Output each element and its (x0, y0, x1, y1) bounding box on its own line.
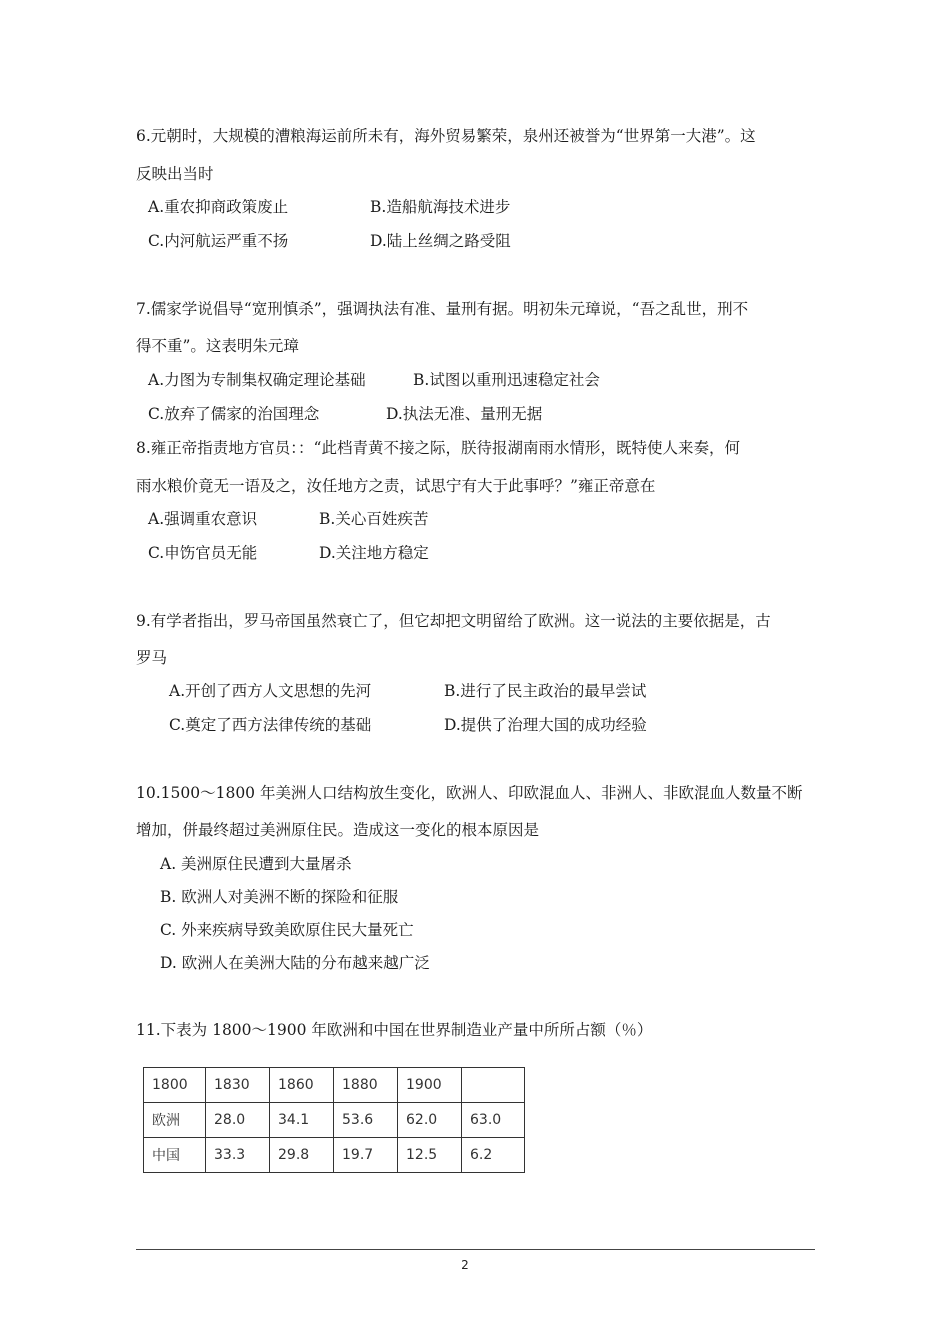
q7-stem-line-1: 7.儒家学说倡导“宽刑慎杀”，强调执法有准、量刑有据。明初朱元璋说，“吾之乱世，刑不 (136, 300, 749, 318)
table-cell (462, 1068, 525, 1103)
q7-option-d[interactable]: D.执法无准、量刑无据 (386, 405, 543, 423)
q10-option-a[interactable]: A. 美洲原住民遭到大量屠杀 (160, 855, 352, 873)
table-cell: 53.6 (334, 1103, 398, 1138)
table-cell: 6.2 (462, 1138, 525, 1173)
q9-option-c[interactable]: C.奠定了西方法律传统的基础 (169, 716, 372, 734)
q10-stem-line-2: 增加，併最终超过美洲原住民。造成这一变化的根本原因是 (136, 821, 540, 839)
q6-stem-line-2: 反映出当时 (136, 165, 214, 183)
table-cell: 1900 (398, 1068, 462, 1103)
q6-option-b[interactable]: B.造船航海技术进步 (370, 198, 511, 216)
table-cell: 12.5 (398, 1138, 462, 1173)
q9-option-d[interactable]: D.提供了治理大国的成功经验 (444, 716, 647, 734)
q6-option-c[interactable]: C.内河航运严重不扬 (148, 232, 289, 250)
q11-stem-line-1: 11.下表为 1800～1900 年欧洲和中国在世界制造业产量中所所占额（％） (136, 1021, 653, 1039)
q10-option-b[interactable]: B. 欧洲人对美洲不断的探险和征服 (160, 888, 399, 906)
table-cell: 28.0 (206, 1103, 270, 1138)
table-cell: 1860 (270, 1068, 334, 1103)
table-cell: 19.7 (334, 1138, 398, 1173)
q9-option-a[interactable]: A.开创了西方人文思想的先河 (169, 682, 372, 700)
page-number: 2 (461, 1258, 469, 1272)
table-row (144, 1138, 525, 1173)
q9-stem-line-1: 9.有学者指出，罗马帝国虽然衰亡了，但它却把文明留给了欧洲。这一说法的主要依据是，古 (136, 612, 771, 630)
q6-option-a[interactable]: A.重农抑商政策废止 (148, 198, 289, 216)
manufacturing-share-table (143, 1067, 525, 1173)
q7-option-a[interactable]: A.力图为专制集权确定理论基础 (148, 371, 366, 389)
table-cell: 1800 (144, 1068, 206, 1103)
q7-stem-line-2: 得不重”。这表明朱元璋 (136, 337, 299, 355)
q10-stem-line-1: 10.1500～1800 年美洲人口结构放生变化，欧洲人、印欧混血人、非洲人、非欧混血人数量不断 (136, 784, 803, 802)
table-cell: 欧洲 (144, 1103, 206, 1138)
q7-option-b[interactable]: B.试图以重刑迅速稳定社会 (413, 371, 600, 389)
q8-option-c[interactable]: C.申饬官员无能 (148, 544, 258, 562)
table-cell: 62.0 (398, 1103, 462, 1138)
table-cell: 1880 (334, 1068, 398, 1103)
table-cell: 34.1 (270, 1103, 334, 1138)
q8-option-d[interactable]: D.关注地方稳定 (319, 544, 429, 562)
footer-divider (136, 1249, 815, 1250)
q8-stem-line-1: 8.雍正帝指责地方官员：：“此档青黄不接之际，朕待报湖南雨水情形，既特使人来奏，何 (136, 439, 740, 457)
table-row (144, 1103, 525, 1138)
q10-option-d[interactable]: D. 欧洲人在美洲大陆的分布越来越广泛 (160, 954, 430, 972)
table-cell: 63.0 (462, 1103, 525, 1138)
q8-option-b[interactable]: B.关心百姓疾苦 (319, 510, 429, 528)
table-cell: 29.8 (270, 1138, 334, 1173)
table-row (144, 1068, 525, 1103)
q8-option-a[interactable]: A.强调重农意识 (148, 510, 258, 528)
q9-option-b[interactable]: B.进行了民主政治的最早尝试 (444, 682, 647, 700)
q8-stem-line-2: 雨水粮价竟无一语及之，汝任地方之责，试思宁有大于此事呼？”雍正帝意在 (136, 477, 656, 495)
q10-option-c[interactable]: C. 外来疾病导致美欧原住民大量死亡 (160, 921, 414, 939)
table-cell: 33.3 (206, 1138, 270, 1173)
q6-stem-line-1: 6.元朝时，大规模的漕粮海运前所未有，海外贸易繁荣，泉州还被誉为“世界第一大港”。这 (136, 127, 756, 145)
q7-option-c[interactable]: C.放弃了儒家的治国理念 (148, 405, 320, 423)
table-cell: 中国 (144, 1138, 206, 1173)
table-cell: 1830 (206, 1068, 270, 1103)
q9-stem-line-2: 罗马 (136, 649, 168, 667)
q6-option-d[interactable]: D.陆上丝绸之路受阻 (370, 232, 511, 250)
